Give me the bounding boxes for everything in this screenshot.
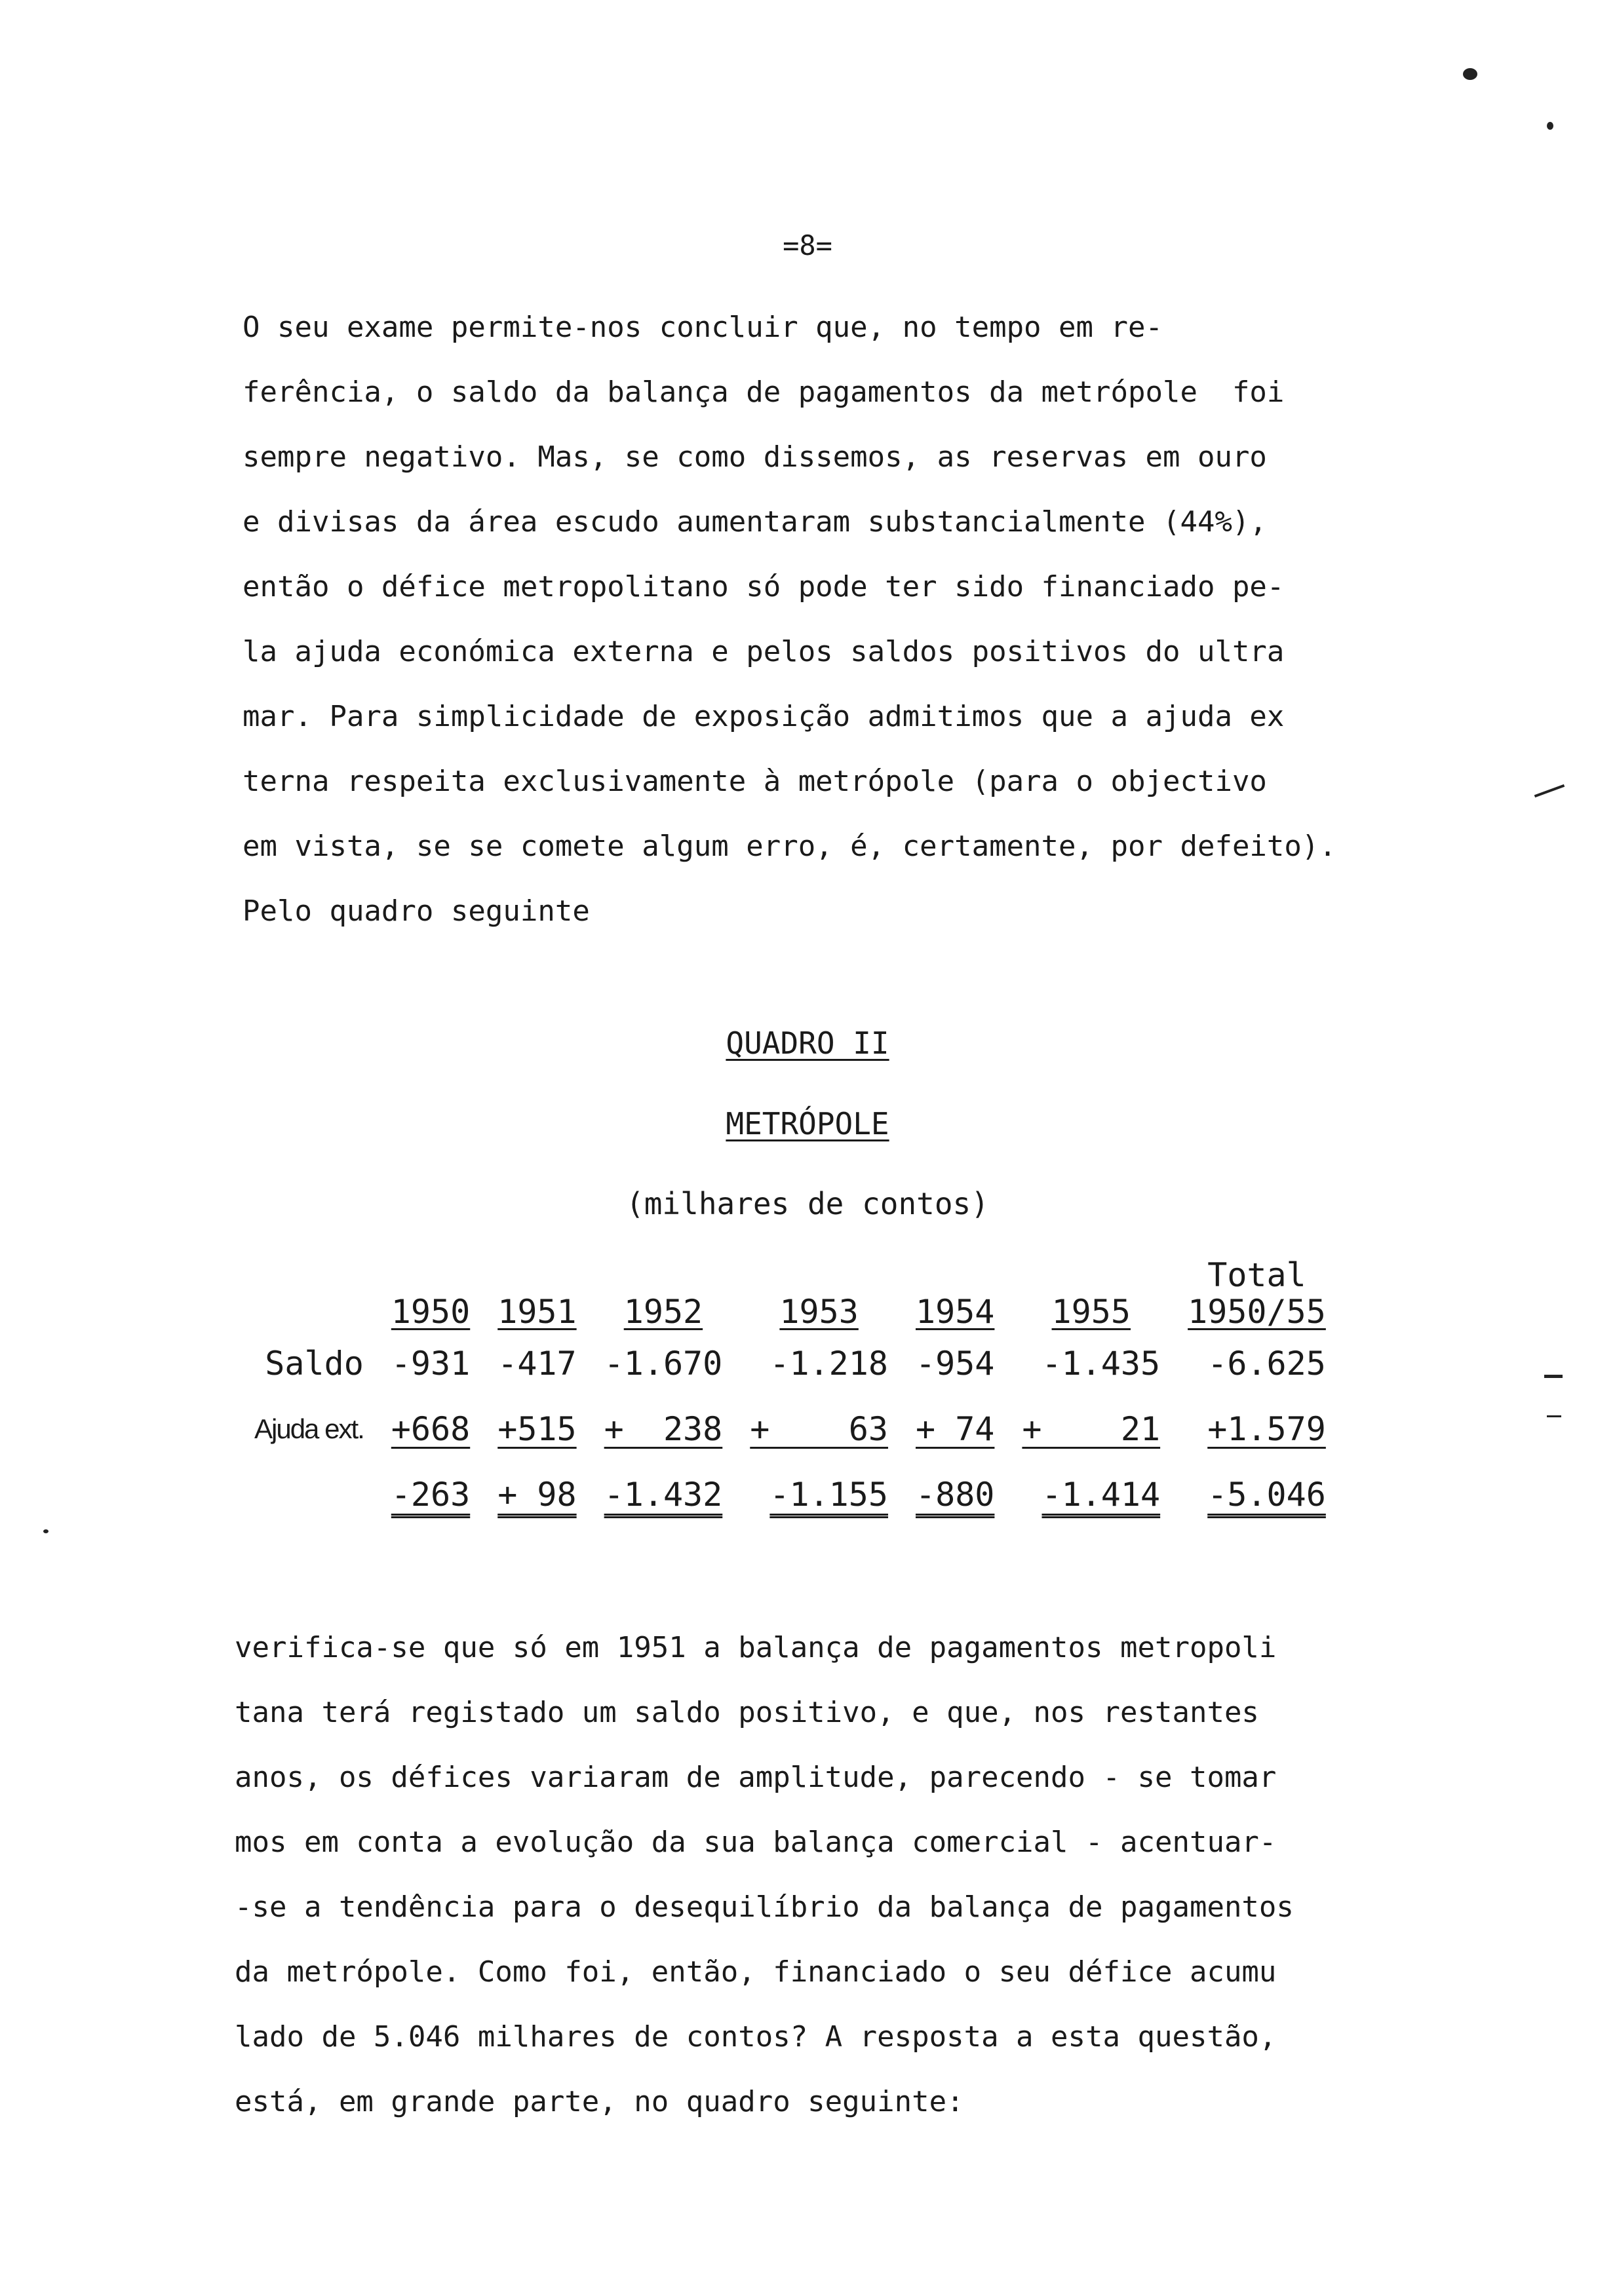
column-header: 1954 [915,1293,995,1331]
margin-mark [1544,1375,1563,1378]
text-line: Pelo quadro seguinte [243,894,590,928]
table-subtitle [0,1106,1615,1141]
text-line: e divisas da área escudo aumentaram substancialmente (44%), [243,505,1267,539]
total-header-top: Total [1207,1256,1306,1294]
row-label-header [252,1248,366,1331]
column-header: 1953 [779,1293,859,1331]
table-cell: -1.218 [769,1345,888,1383]
table-cell-total: -5.046 [1207,1476,1326,1514]
text-line: mar. Para simplicidade de exposição admitimos que a ajuda ex [243,700,1285,733]
text-line: la ajuda económica externa e pelos saldos positivos do ultra [243,635,1285,668]
table-units: (milhares de contos) [626,1186,989,1221]
table-cell: + 63 [750,1410,888,1448]
table-header-row [252,1248,1329,1331]
table-cell: -931 [391,1345,471,1383]
row-label [252,1462,366,1527]
text-line: está, em grande parte, no quadro seguinte: [235,2085,964,2118]
column-header: 1952 [623,1293,703,1331]
table-title-text: QUADRO II [726,1025,889,1061]
table-title [0,1025,1615,1061]
text-line: lado de 5.046 milhares de contos? A resposta a esta questão, [235,2020,1277,2054]
table-cell: -417 [497,1345,577,1383]
table-cell: -1.414 [1041,1476,1161,1514]
paragraph-analysis [235,1615,1434,2134]
row-label: Saldo [265,1345,364,1383]
text-line: sempre negativo. Mas, se como dissemos, as reservas em ouro [243,440,1267,474]
table-cell: + 21 [1022,1410,1161,1448]
text-line: -se a tendência para o desequilíbrio da balança de pagamentos [235,1890,1294,1924]
balance-table [229,1248,1351,1527]
table-cell: -1.670 [604,1345,723,1383]
table-row [252,1396,1329,1462]
column-header: 1955 [1051,1293,1131,1331]
table-cell: -954 [915,1345,995,1383]
text-line: então o défice metropolitano só pode ter sido financiado pe- [243,570,1285,603]
table-cell-total: -6.625 [1207,1345,1326,1383]
table-cell: +515 [497,1410,577,1448]
row-label: Ajuda ext. [254,1413,364,1444]
text-line: mos em conta a evolução da sua balança comercial - acentuar- [235,1826,1277,1859]
table-cell: +668 [391,1410,471,1448]
text-line: tana terá registado um saldo positivo, e que, nos restantes [235,1696,1259,1729]
paragraph-intro [243,295,1442,944]
total-header-bottom: 1950/55 [1188,1293,1326,1331]
table-cell: + 98 [497,1476,577,1514]
scan-speck [1547,122,1553,130]
table-cell-total: +1.579 [1207,1410,1326,1448]
table-cell: -263 [391,1476,471,1514]
text-line: terna respeita exclusivamente à metrópole (para o objectivo [243,765,1267,798]
text-line: em vista, se se comete algum erro, é, certamente, por defeito). [243,830,1336,863]
table-row [252,1462,1329,1527]
column-header: 1950 [391,1293,471,1331]
table-cell: + 238 [604,1410,723,1448]
text-line: da metrópole. Como foi, então, financiado o seu défice acumu [235,1955,1277,1989]
table-cell: -1.155 [769,1476,888,1514]
table-cell: -1.435 [1041,1345,1161,1383]
table-cell: + 74 [915,1410,995,1448]
text-line: anos, os défices variaram de amplitude, parecendo - se tomar [235,1761,1277,1794]
table-row [252,1331,1329,1396]
column-header: 1951 [497,1293,577,1331]
text-line: ferência, o saldo da balança de pagamentos da metrópole foi [243,375,1285,409]
table-subtitle-text: METRÓPOLE [726,1106,889,1141]
margin-mark [1534,784,1565,797]
scan-speck [43,1529,49,1533]
text-line: O seu exame permite-nos concluir que, no tempo em re- [243,311,1163,344]
text-line: verifica-se que só em 1951 a balança de pagamentos metropoli [235,1631,1277,1664]
margin-mark [1547,1415,1561,1417]
table-cell: -880 [915,1476,995,1514]
total-column-header [1185,1248,1329,1331]
table-cell: -1.432 [604,1476,723,1514]
scan-speck [1463,68,1477,80]
page-number: =8= [783,229,832,261]
